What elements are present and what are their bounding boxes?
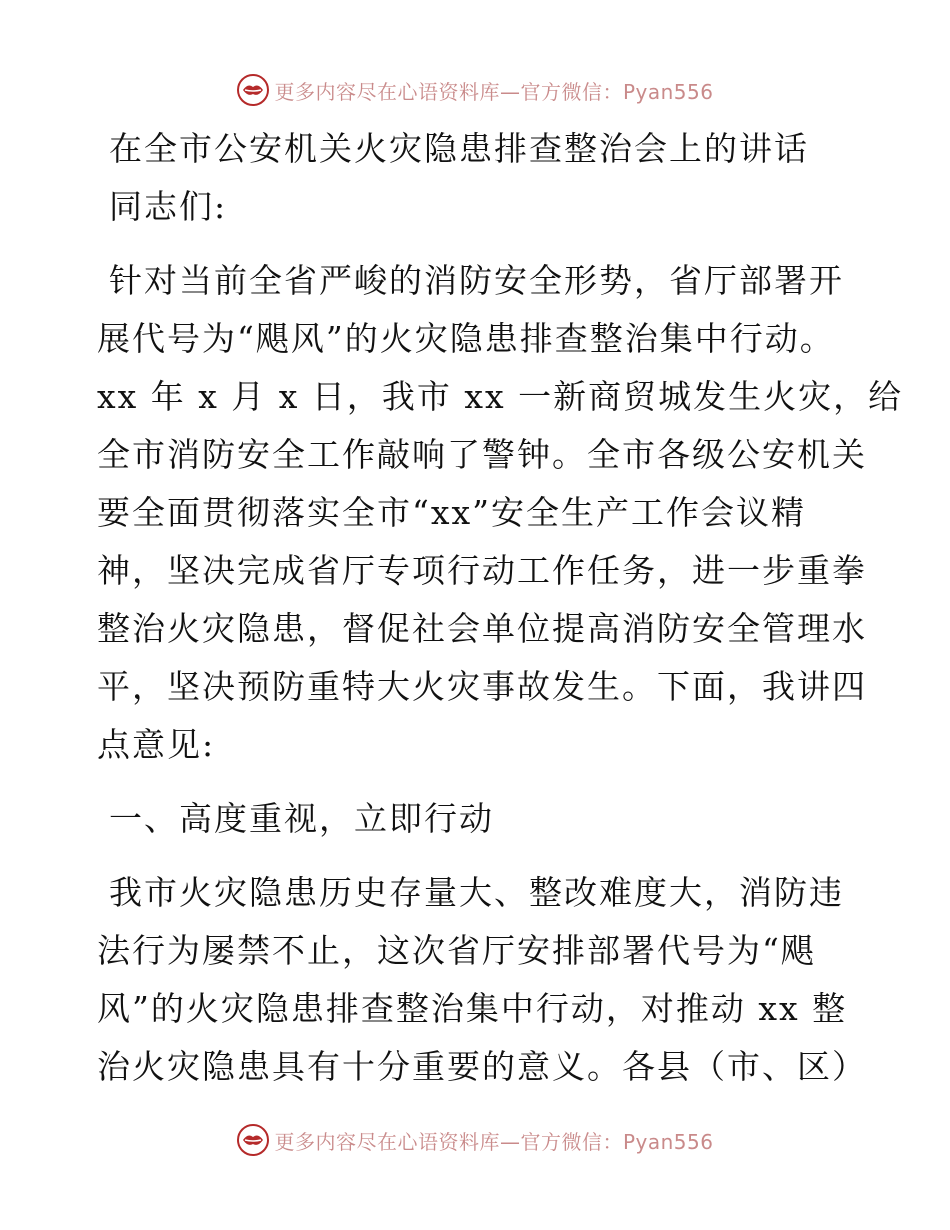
paragraph-line: 法行为屡禁不止，这次省厅安排部署代号为“飓 — [97, 931, 816, 970]
watermark-text: 更多内容尽在心语资料库—官方微信：Pyan556 — [274, 1129, 714, 1154]
paragraph-1 — [97, 252, 904, 774]
paragraph-line: 平，坚决预防重特大火灾事故发生。下面，我讲四 — [97, 667, 867, 706]
watermark-text: 更多内容尽在心语资料库—官方微信：Pyan556 — [274, 79, 714, 104]
paragraph-line: 全市消防安全工作敲响了警钟。全市各级公安机关 — [97, 435, 867, 474]
paragraph-line: 点意见: — [97, 725, 216, 764]
paragraph-line: 风”的火灾隐患排查整治集中行动，对推动 xx 整 — [97, 989, 848, 1028]
footer-watermark-banner — [0, 1120, 950, 1160]
lips-logo-icon — [236, 73, 270, 107]
paragraph-line: 展代号为“飓风”的火灾隐患排查整治集中行动。 — [97, 319, 835, 358]
document-title: 在全市公安机关火灾隐患排查整治会上的讲话 — [109, 129, 809, 168]
header-watermark-banner — [0, 70, 950, 110]
paragraph-line: 要全面贯彻落实全市“xx”安全生产工作会议精 — [97, 493, 806, 532]
paragraph-line: 神，坚决完成省厅专项行动工作任务，进一步重拳 — [97, 551, 867, 590]
section-heading-1: 一、高度重视，立即行动 — [109, 799, 494, 838]
paragraph-line: xx 年 x 月 x 日，我市 xx 一新商贸城发生火灾，给 — [97, 377, 904, 416]
paragraph-line: 治火灾隐患具有十分重要的意义。各县（市、区） — [97, 1047, 867, 1086]
paragraph-2 — [97, 864, 867, 1096]
lips-logo-icon — [236, 1123, 270, 1157]
paragraph-line: 整治火灾隐患，督促社会单位提高消防安全管理水 — [97, 609, 867, 648]
paragraph-line: 针对当前全省严峻的消防安全形势，省厅部署开 — [109, 261, 844, 300]
salutation: 同志们: — [109, 187, 228, 226]
document-body — [97, 120, 904, 1096]
paragraph-line: 我市火灾隐患历史存量大、整改难度大，消防违 — [109, 873, 844, 912]
